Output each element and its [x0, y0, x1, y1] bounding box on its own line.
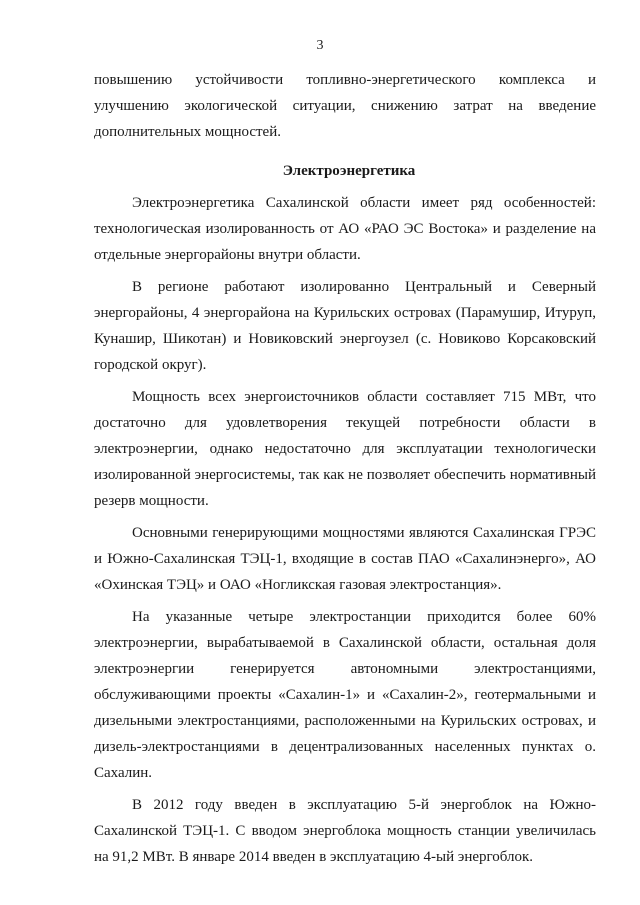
- paragraph-5: На указанные четыре электростанции приходится более 60% электроэнергии, вырабатываемой в Сахалинской области, остальная доля электроэнергии генерируется автономными электростанциями, обслуживающими проекты «Сахалин-1» и «Сахалин-2», геотермальными и дизельными электростанциями, расположенными на Курильских островах, и дизель-электростанциями в децентрализованных населенных пунктах о. Сахалин.: [94, 609, 596, 781]
- paragraph-6: В 2012 году введен в эксплуатацию 5-й энергоблок на Южно-Сахалинской ТЭЦ-1. С вводом энергоблока мощность станции увеличилась на 91,2 МВт. В январе 2014 введен в эксплуатацию 4-ый энергоблок.: [94, 797, 596, 865]
- document-body: [94, 67, 596, 870]
- paragraph-1: Электроэнергетика Сахалинской области имеет ряд особенностей: технологическая изолированность от АО «РАО ЭС Востока» и разделение на отдельные энергорайоны внутри области.: [94, 195, 596, 263]
- intro-paragraph: повышению устойчивости топливно-энергетического комплекса и улучшению экологической ситуации, снижению затрат на введение дополнительных мощностей.: [94, 72, 596, 140]
- page-number: 3: [316, 38, 324, 53]
- paragraph-4: Основными генерирующими мощностями являются Сахалинская ГРЭС и Южно-Сахалинская ТЭЦ-1, входящие в состав ПАО «Сахалинэнерго», АО «Охинская ТЭЦ» и ОАО «Ногликская газовая электростанция».: [94, 525, 596, 593]
- section-title: Электроэнергетика: [282, 163, 416, 179]
- paragraph-3: Мощность всех энергоисточников области составляет 715 МВт, что достаточно для удовлетворения текущей потребности области в электроэнергии, однако недостаточно для эксплуатации технологически изолированной энергосистемы, так как не позволяет обеспечить нормативный резерв мощности.: [94, 389, 596, 509]
- paragraph-2: В регионе работают изолированно Центральный и Северный энергорайоны, 4 энергорайона на Курильских островах (Парамушир, Итуруп, Кунашир, Шикотан) и Новиковский энергоузел (с. Новиково Корсаковский городской округ).: [94, 279, 596, 373]
